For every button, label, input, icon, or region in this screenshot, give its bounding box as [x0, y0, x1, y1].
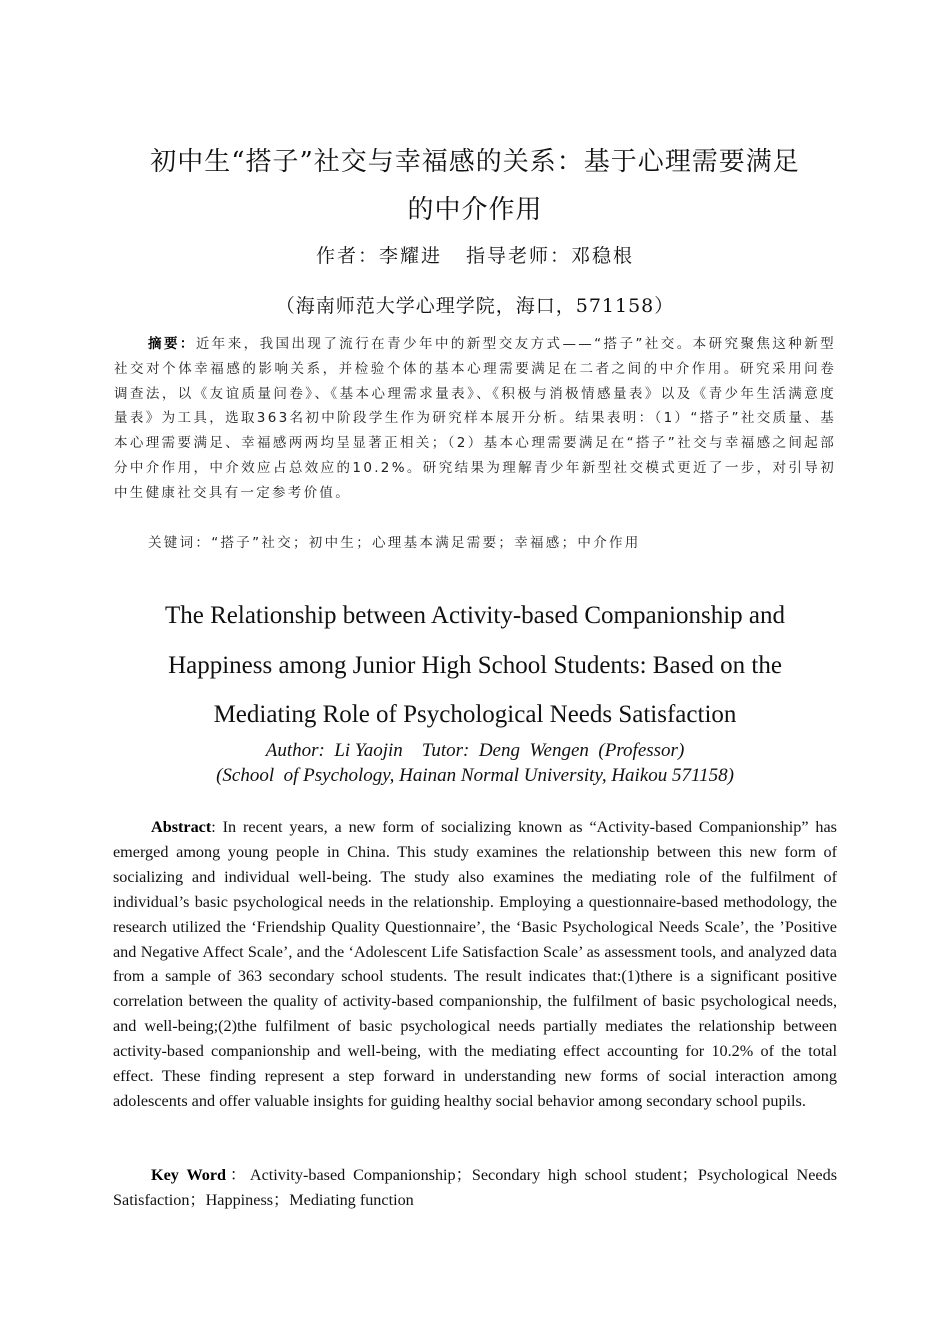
chinese-affiliation: （海南师范大学心理学院，海口，571158） [275, 295, 675, 317]
chinese-title [100, 138, 850, 234]
chinese-abstract-text: 近年来，我国出现了流行在青少年中的新型交友方式——“搭子”社交。本研究聚焦这种新型社交对个体幸福感的影响关系，并检验个体的基本心理需要满足在二者之间的中介作用。研究采用问卷调查法，以《友谊质量问卷》、《基本心理需求量表》、《积极与消极情感量表》以及《青少年生活满意度量表》为工具，选取363名初中阶段学生作为研究样本展开分析。结果表明：（1）“搭子”社交质量、基本心理需要满足、幸福感两两均呈显著正相关；（2）基本心理需要满足在“搭子”社交与幸福感之间起部分中介作用，中介效应占总效应的10.2%。研究结果为理解青少年新型社交模式更近了一步，对引导初中生健康社交具有一定参考价值。 [114, 336, 836, 501]
english-abstract-text: : In recent years, a new form of socializing known as “Activity-based Companionship” has emerged among young people in China. This study examines the relationship between this new form of socializing and individual well-being. The study also examines the mediating role of the fulfilment of individual’s basic psychological needs in the relationship. Employing a questionnaire-based methodology, the research utilized the ‘Friendship Quality Questionnaire’, the ‘Basic Psychological Needs Scale’, the ’Positive and Negative Affect Scale’, and the ‘Adolescent Life Satisfaction Scale’ as assessment tools, and analyzed data from a sample of 363 secondary school students. The result indicates that:(1)there is a significant positive correlation between the quality of activity-based companionship, the fulfilment of basic psychological needs, and well-being;(2)the fulfilment of basic psychological needs partially mediates the relationship between activity-based companionship and well-being, with the mediating effect accounting for 10.2% of the total effect. These finding represent a step forward in understanding new forms of social interaction among adolescents and offer valuable insights for guiding healthy social behavior among secondary school pupils. [113, 818, 837, 1110]
english-title-line-1: The Relationship between Activity-based Companionship and [164, 602, 786, 629]
chinese-author-line: 作者：李耀进 指导老师：邓稳根 [315, 245, 635, 267]
english-keywords-text: ：Activity-based Companionship；Secondary high school student；Psychological Needs Satisfaction；Happiness；Mediating function [113, 1166, 837, 1209]
chinese-abstract [114, 332, 836, 506]
chinese-keywords-label: 关键词： [148, 535, 212, 551]
english-abstract-label: Abstract [151, 818, 212, 836]
english-abstract [113, 815, 837, 1114]
chinese-keywords [148, 531, 838, 555]
chinese-abstract-label: 摘要： [148, 336, 196, 352]
english-title-line-3: Mediating Role of Psychological Needs Satisfaction [213, 701, 737, 728]
english-affiliation: (School of Psychology, Hainan Normal University, Haikou 571158) [216, 765, 734, 786]
english-title [110, 591, 840, 740]
chinese-title-line-2: 的中介作用 [407, 195, 543, 225]
chinese-keywords-text: “搭子”社交；初中生；心理基本满足需要；幸福感；中介作用 [211, 535, 641, 551]
chinese-title-line-1: 初中生“搭子”社交与幸福感的关系：基于心理需要满足 [150, 147, 800, 177]
english-keywords-label: Key Word [151, 1166, 227, 1184]
english-title-line-2: Happiness among Junior High School Students: Based on the [168, 651, 782, 679]
english-author-line: Author: Li Yaojin Tutor: Deng Wengen (Professor) [265, 740, 685, 761]
english-keywords [113, 1163, 837, 1213]
